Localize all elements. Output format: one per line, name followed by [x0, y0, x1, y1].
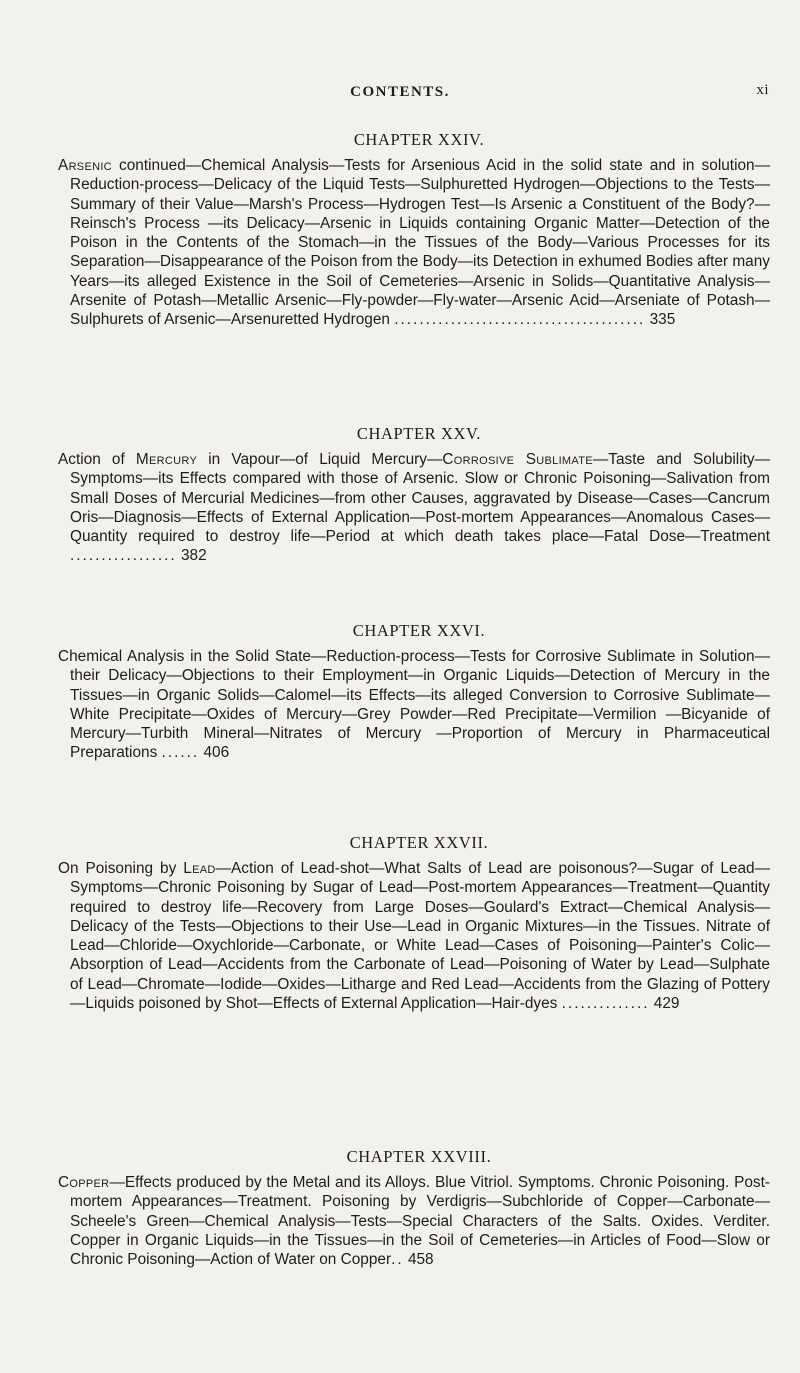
chapter-xxiv — [58, 130, 770, 330]
dot-leader: .............. — [561, 995, 650, 1013]
page-number: xi — [756, 82, 769, 98]
dot-leader: ................. — [70, 547, 177, 565]
chapter-xxv — [58, 424, 770, 566]
running-head: CONTENTS. — [350, 84, 450, 100]
dot-leader: .. — [391, 1251, 404, 1269]
summary-text-a: in Vapour—of Liquid Mercury— — [197, 451, 443, 468]
chapter-title: CHAPTER XXV. — [356, 424, 482, 443]
subject-lead: Copper — [58, 1174, 110, 1191]
chapter-summary — [58, 450, 770, 566]
subject-lead-secondary: Corrosive Sublimate — [442, 451, 593, 468]
summary-prefix: On Poisoning by — [58, 860, 184, 877]
chapter-title: CHAPTER XXVII. — [349, 833, 489, 852]
summary-text: —Taste and Solubility—Symptoms—its Effects compared with those of Arsenic. Slow or Chronic Poisoning—Salivation from Small Doses of Mercurial Medicines—from other Causes, aggravated by Disease—Cases—Cancrum Oris—Diagnosis—Effects of External Application—Post-mortem Appearances—Anomalous Cases—Quantity required to destroy life—Period at which death takes place—Fatal Dose—Treatment — [70, 451, 770, 546]
chapter-summary — [58, 859, 770, 1013]
chapter-title: CHAPTER XXVI. — [352, 621, 486, 640]
chapter-summary — [58, 647, 770, 763]
chapter-summary — [58, 156, 770, 330]
subject-lead: Mercury — [135, 451, 198, 468]
summary-text: Chemical Analysis in the Solid State—Reduction-process—Tests for Corrosive Sublimate in Solution—their Delicacy—Objections to their Employment—in Organic Liquids—Detection of Mercury in the Tissues—in Organic Solids—Calomel—its Effects—its alleged Conversion to Corrosive Sublimate—White Precipitate—Oxides of Mercury—Grey Powder—Red Precipitate—Vermilion —Bicyanide of Mercury—Turbith Mineral—Nitrates of Mercury —Proportion of Mercury in Pharmaceutical Preparations — [58, 648, 770, 762]
chapter-xxvi — [58, 621, 770, 763]
summary-text: —Effects produced by the Metal and its Alloys. Blue Vitriol. Symptoms. Chronic Poisoning. Post-mortem Appearances—Treatment. Poisoning by Verdigris—Subchloride of Copper—Carbonate—Scheele's Green—Chemical Analysis—Tests—Special Characters of the Salts. Oxides. Verditer. Copper in Organic Liquids—in the Tissues—in the Soil of Cemeteries—in Articles of Food—Slow or Chronic Poisoning—Action of Water on Copper — [70, 1174, 770, 1269]
chapter-title: CHAPTER XXVIII. — [346, 1147, 492, 1166]
dot-leader: ...... — [161, 744, 200, 762]
dot-leader: ........................................ — [394, 311, 646, 329]
chapter-xxvii — [58, 833, 770, 1013]
chapter-title: CHAPTER XXIV. — [353, 130, 485, 149]
summary-text: continued—Chemical Analysis—Tests for Arsenious Acid in the solid state and in solution—Reduction-process—Delicacy of the Liquid Tests—Sulphuretted Hydrogen—Objections to the Tests—Summary of their Value—Marsh's Process—Hydrogen Test—Is Arsenic a Constituent of the Body?—Reinsch's Process —its Delicacy—Arsenic in Liquids containing Organic Matter—Detection of the Poison in the Contents of the Stomach—in the Tissues of the Body—Various Processes for its Separation—Disappearance of the Poison from the Body—its Detection in exhumed Bodies after many Years—its alleged Existence in the Soil of Cemeteries—Arsenic in Solids—Quantitative Analysis—Arsenite of Potash—Metallic Arsenic—Fly-powder—Fly-water—Arsenic Acid—Arseniate of Potash—Sulphurets of Arsenic—Arsenuretted Hydrogen — [70, 157, 770, 329]
chapter-summary — [58, 1173, 770, 1269]
chapter-page-number: 429 — [653, 995, 680, 1013]
subject-lead: Lead — [183, 860, 216, 877]
summary-prefix: Action of — [58, 451, 136, 468]
chapter-page-number: 458 — [407, 1251, 434, 1269]
chapter-xxviii — [58, 1147, 770, 1269]
subject-lead: Arsenic — [58, 157, 112, 174]
summary-text: —Action of Lead-shot—What Salts of Lead are poisonous?—Sugar of Lead—Symptoms—Chronic Poisoning by Sugar of Lead—Post-mortem Appearances—Treatment—Quantity required to destroy life—Recovery from Large Doses—Goulard's Extract—Chemical Analysis—Delicacy of the Tests—Objections to their Use—Lead in Organic Mixtures—in the Tissues. Nitrate of Lead—Chloride—Oxychloride—Carbonate, or White Lead—Cases of Poisoning—Painter's Colic—Absorption of Lead—Accidents from the Carbonate of Lead—Poisoning of Water by Lead—Sulphate of Lead—Chromate—Iodide—Oxides—Litharge and Red Lead—Accidents from the Glazing of Pottery—Liquids poisoned by Shot—Effects of External Application—Hair-dyes — [70, 860, 770, 1013]
chapter-page-number: 382 — [180, 547, 207, 565]
chapter-page-number: 406 — [203, 744, 230, 762]
chapter-page-number: 335 — [649, 311, 676, 329]
